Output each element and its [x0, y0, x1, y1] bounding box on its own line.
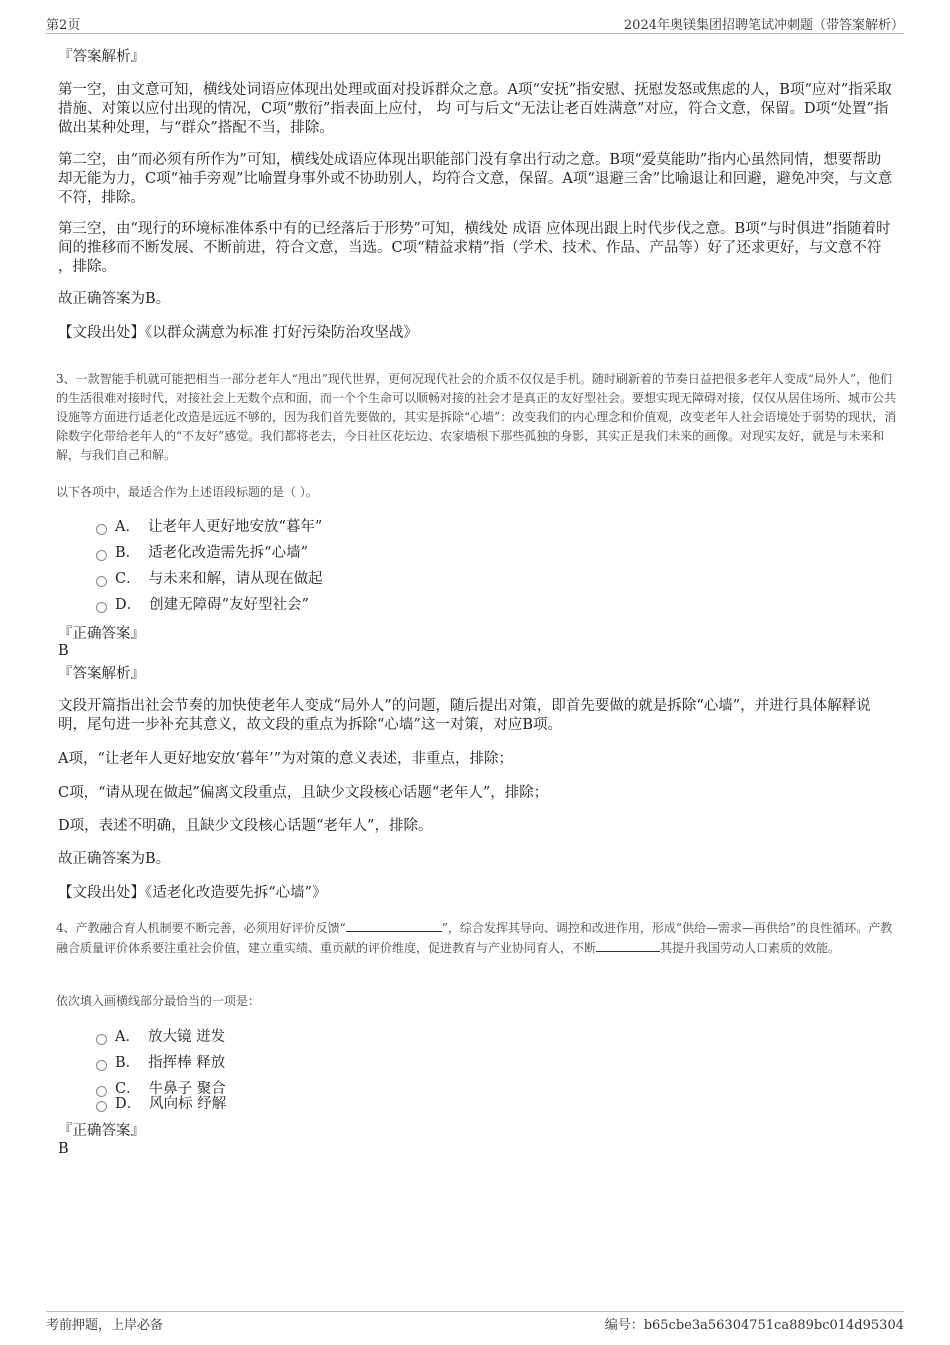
- q3-conclusion: 故正确答案为B。: [58, 851, 171, 867]
- option-letter: D．: [115, 1096, 142, 1112]
- q3-analysis-a3: C项，“请从现在做起”偏离文段重点，且缺少文段核心话题“老年人”，排除；: [58, 785, 549, 801]
- page-footer: [46, 1311, 904, 1333]
- option-letter: B．: [115, 1055, 141, 1071]
- footer-slogan: 考前押题，上岸必备: [46, 1318, 164, 1333]
- q3-answer: B: [58, 643, 69, 659]
- radio-button[interactable]: [96, 576, 107, 587]
- q3-passage: 3、一款智能手机就可能把相当一部分老年人“甩出”现代世界，更何况现代社会的介质不仅仅是手机。随时刷新着的节奏日益把很多老年人变成“局外人”，他们的生活很难对接时代，对接社会上无数个点和面，而一个个生命可以顺畅对接的社会才是真正的友好型社会。要想实现无障碍对接，仅仅从居住场所、城市公共设施等方面进行适老化改造是远远不够的，因为我们首先要做的，其实是拆除“心墙”：改变我们的内心理念和价值观，改变老年人社会语境处于弱势的现状，消除数字化带给老年人的“不友好”感觉。我们都将老去，今日社区花坛边、农家墙根下那些孤独的身影，其实正是我们未来的画像。对现实友好，就是与未来和解，与我们自己和解。: [56, 372, 897, 462]
- q4-option-a[interactable]: [96, 1028, 225, 1047]
- radio-button[interactable]: [96, 524, 107, 535]
- radio-button[interactable]: [96, 1060, 107, 1071]
- q2-analysis-p3: 第三空，由“现行的环境标准体系中有的已经落后于形势”可知，横线处 成语 应体现出跟上时代步伐之意。B项“与时俱进”指随着时间的推移而不断发展、不断前进，符合文意，当选。C项“精益求精”指（学术、技术、作品、产品等）好了还求更好，与文意不符 ，排除。: [58, 221, 891, 275]
- option-letter: B．: [115, 545, 141, 561]
- q4-prompt: 依次填入画横线部分最恰当的一项是：: [56, 994, 261, 1008]
- q2-source: 【文段出处】《以群众满意为标准 打好污染防治攻坚战》: [58, 325, 418, 341]
- option-letter: A．: [115, 519, 140, 535]
- q4-passage-part3: 其提升我国劳动人口素质的效能。: [660, 941, 841, 955]
- option-text: 风向标 纾解: [149, 1096, 227, 1112]
- radio-button[interactable]: [96, 602, 107, 613]
- q3-analysis-a1: 文段开篇指出社会节奏的加快使老年人变成“局外人”的问题，随后提出对策，即首先要做的就是拆除“心墙”，并进行具体解释说明，尾句进一步补充其意义，故文段的重点为拆除“心墙”这一对策，对应B项。: [58, 698, 871, 733]
- fill-blank-2: [596, 938, 660, 952]
- document-title: 2024年奥镁集团招聘笔试冲刺题（带答案解析）: [623, 18, 904, 33]
- option-text: 创建无障碍“友好型社会”: [149, 597, 309, 613]
- radio-button[interactable]: [96, 550, 107, 561]
- document-id: 编号：b65cbe3a56304751ca889bc014d95304: [604, 1318, 904, 1333]
- q3-option-c[interactable]: [96, 570, 323, 589]
- option-letter: C．: [115, 571, 141, 587]
- q3-prompt: 以下各项中，最适合作为上述语段标题的是（ ）。: [56, 485, 318, 499]
- option-text: 与未来和解，请从现在做起: [148, 571, 323, 587]
- option-text: 指挥棒 释放: [148, 1055, 226, 1071]
- option-text: 让老年人更好地安放“暮年”: [147, 519, 323, 535]
- q4-passage-part2: ”，综合发挥其导向、调控和改进作用，形成“供给—需求—再供给”的良性循环。产教融合质量评价体系要注重社会价值，建立重实绩、重贡献的评价维度，促进教育与产业协同育人，不断: [56, 921, 893, 955]
- option-text: 牛鼻子 聚合: [148, 1081, 226, 1097]
- q4-passage: [56, 918, 898, 958]
- q3-option-b[interactable]: [96, 544, 308, 563]
- q3-source: 【文段出处】《适老化改造要先拆“心墙”》: [58, 885, 327, 901]
- q2-analysis-p2: 第二空，由“而必须有所作为”可知，横线处成语应体现出职能部门没有拿出行动之意。B项“爱莫能助”指内心虽然同情，想要帮助却无能为力，C项“袖手旁观”比喻置身事外或不协助别人，均符合文意，保留。A项“退避三舍”比喻退让和回避，避免冲突，与文意不符，排除。: [58, 152, 893, 206]
- q4-answer-label: 『正确答案』: [58, 1123, 145, 1139]
- q3-option-a[interactable]: [96, 518, 322, 537]
- q2-conclusion: 故正确答案为B。: [58, 291, 171, 307]
- q3-analysis-a2: A项，“让老年人更好地安放‘暮年’”为对策的意义表述，非重点，排除；: [58, 751, 514, 767]
- option-letter: C．: [115, 1081, 141, 1097]
- q2-analysis-label: 『答案解析』: [58, 49, 145, 65]
- q3-analysis-label: 『答案解析』: [58, 666, 145, 682]
- option-letter: A．: [115, 1029, 140, 1045]
- q4-option-d[interactable]: [96, 1095, 226, 1114]
- page-number: 第2页: [46, 18, 81, 33]
- q3-analysis-a4: D项，表述不明确，且缺少文段核心话题“老年人”，排除。: [58, 818, 433, 834]
- q3-option-d[interactable]: [96, 596, 309, 615]
- q3-answer-label: 『正确答案』: [58, 626, 145, 642]
- radio-button[interactable]: [96, 1034, 107, 1045]
- page-header: [46, 14, 904, 34]
- fill-blank-1: [346, 918, 442, 932]
- option-text: 适老化改造需先拆“心墙”: [148, 545, 308, 561]
- q2-analysis-p1: 第一空，由文意可知，横线处词语应体现出处理或面对投诉群众之意。A项“安抚”指安慰、抚慰发怒或焦虑的人，B项“应对”指采取措施、对策以应付出现的情况，C项“敷衍”指表面上应付， 均 可与后文“无法让老百姓满意”对应，符合文意，保留。D项“处置”指做出某种处理，与“群众”搭配不当，排除。: [58, 82, 892, 136]
- option-text: 放大镜 迸发: [147, 1029, 226, 1045]
- q4-passage-part1: 4、产教融合育人机制要不断完善，必须用好评价反馈“: [56, 921, 346, 935]
- option-letter: D．: [115, 597, 142, 613]
- radio-button[interactable]: [96, 1101, 107, 1112]
- q4-option-b[interactable]: [96, 1054, 225, 1073]
- q4-answer: B: [58, 1141, 69, 1157]
